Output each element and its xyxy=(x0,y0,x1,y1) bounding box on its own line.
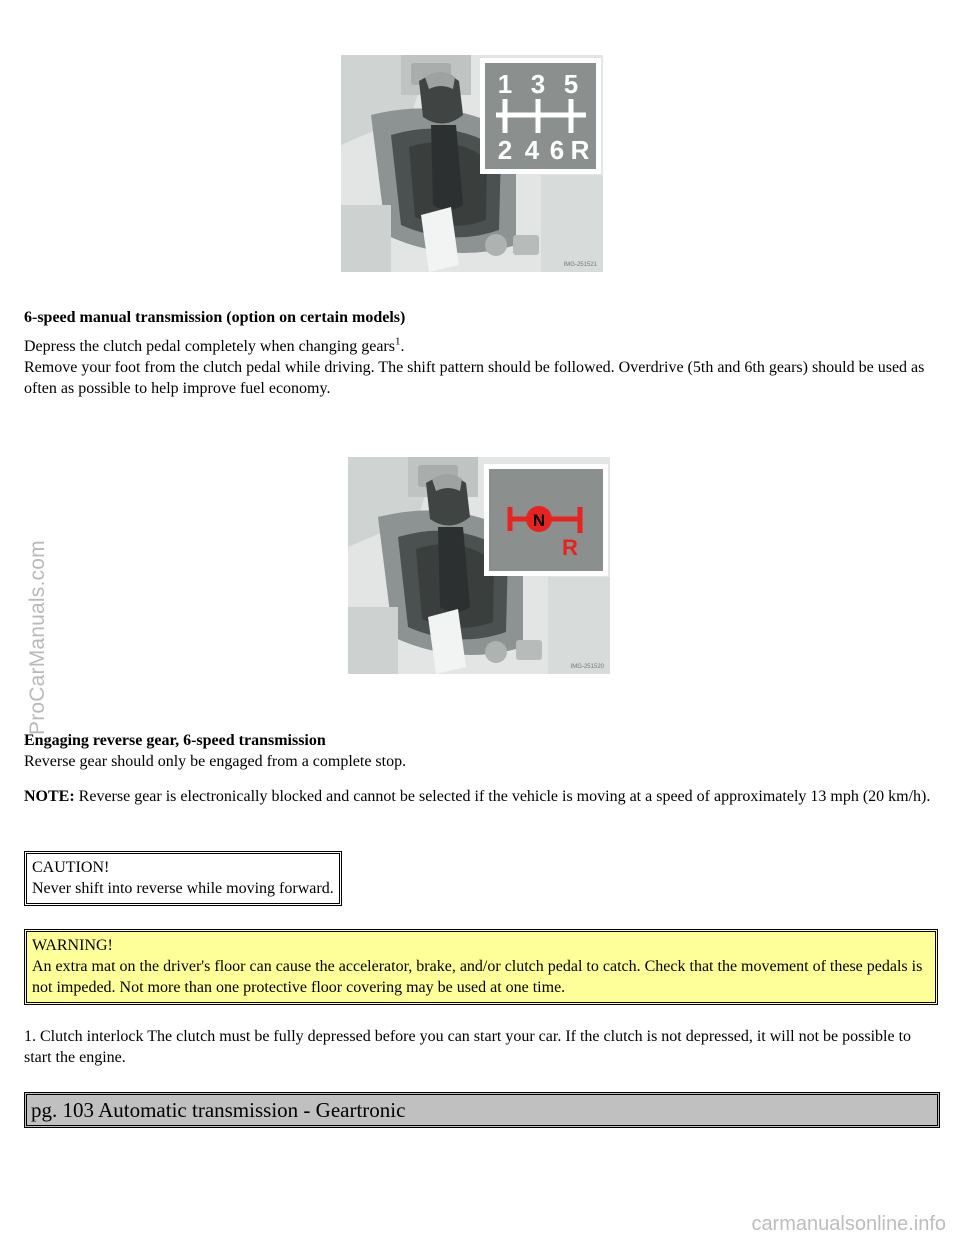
caution-title: CAUTION! xyxy=(32,859,110,876)
caution-text: Never shift into reverse while moving forward. xyxy=(32,880,334,897)
caution-box xyxy=(24,851,342,906)
section-heading: 6-speed manual transmission (option on certain models) xyxy=(24,309,406,326)
gear-1-label: 1 xyxy=(497,69,513,99)
footnote-ref: 1 xyxy=(394,335,401,348)
image-id-label: IMG-251520 xyxy=(570,664,604,670)
gear-2-label: 2 xyxy=(497,135,513,165)
driving-instruction: Remove your foot from the clutch pedal while driving. The shift pattern should be followed. Overdrive (5th and 6th gears) should be used as often as possible to help improve fuel economy. xyxy=(24,359,925,397)
gear-r-label: R xyxy=(570,135,590,165)
section-heading: Engaging reverse gear, 6-speed transmission xyxy=(24,732,326,749)
gear-3-label: 3 xyxy=(530,69,546,99)
reverse-gear-illustration xyxy=(348,457,610,674)
clutch-instruction: Depress the clutch pedal completely when changing gears$^1$. xyxy=(24,335,405,355)
gear-5-label: 5 xyxy=(563,69,579,99)
warning-title: WARNING! xyxy=(32,937,113,954)
reverse-label: R xyxy=(562,535,578,560)
note-paragraph: NOTE: Reverse gear is electronically blocked and cannot be selected if the vehicle is moving at a speed of approximately 13 mph (20 km/h). xyxy=(24,788,931,805)
gear-4-label: 4 xyxy=(524,135,540,165)
reverse-instruction: Reverse gear should only be engaged from a complete stop. xyxy=(24,753,407,770)
side-watermark: ProCarManuals.com xyxy=(26,540,49,735)
manual-transmission-section xyxy=(24,307,936,399)
next-page-link[interactable]: pg. 103 Automatic transmission - Geartronic xyxy=(24,1092,940,1128)
warning-box xyxy=(24,929,938,1005)
neutral-label: N xyxy=(532,511,546,530)
warning-text: An extra mat on the driver's floor can cause the accelerator, brake, and/or clutch pedal to catch. Check that the movement of these pedals is not impeded. Not more than one protective floor covering may be used at one time. xyxy=(32,958,923,996)
footnote: 1. Clutch interlock The clutch must be fully depressed before you can start your car. If the clutch is not depressed, it will not be possible to start the engine. xyxy=(24,1028,912,1066)
reverse-gear-section xyxy=(24,730,936,807)
gear-shifter-illustration xyxy=(341,55,603,272)
image-id-label: IMG-251521 xyxy=(563,262,597,268)
gear-6-label: 6 xyxy=(549,135,565,165)
note-label: NOTE: xyxy=(24,788,75,805)
bottom-watermark: carmanualsonline.info xyxy=(751,1213,946,1235)
